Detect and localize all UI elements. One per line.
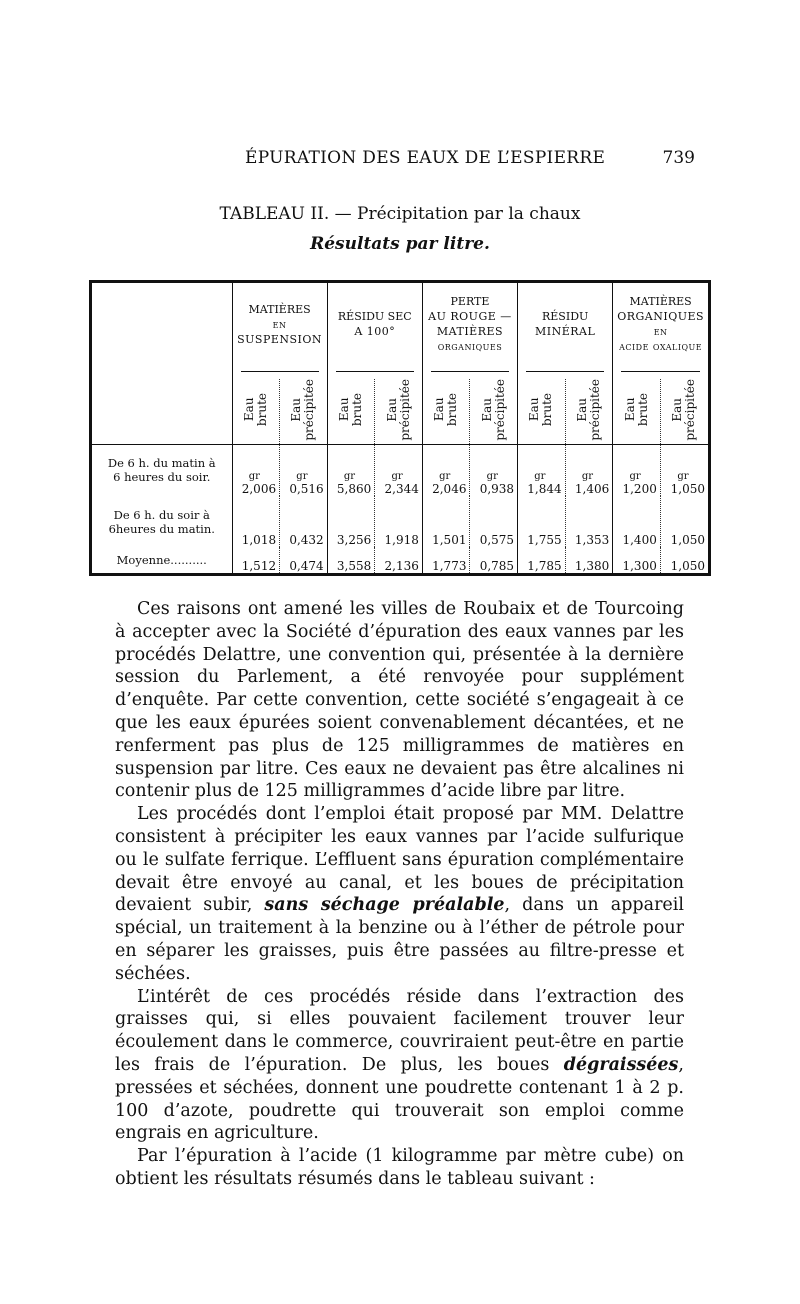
column-group-line: acide oxalique: [619, 340, 703, 353]
unit-label: gr: [581, 471, 594, 483]
sub-column-label: Eau précipitée: [289, 379, 317, 441]
cell-value: 0,938: [479, 482, 515, 497]
page-number: 739: [662, 148, 695, 168]
cell-value: 1,380: [574, 559, 610, 573]
cell-value: 1,773: [432, 559, 467, 573]
column-group-line: RÉSIDU SEC: [337, 310, 412, 323]
table-cell: [613, 496, 661, 547]
column-group-line: en: [272, 317, 287, 331]
sub-column-label: Eau brute: [622, 393, 650, 427]
cell-value: 3,558: [336, 559, 372, 573]
sub-column-header: [280, 379, 328, 444]
table-cell: [470, 547, 518, 573]
row-label-line: 6heures du matin.: [108, 521, 215, 536]
cell-value: 2,006: [241, 482, 277, 497]
sub-column-header: [613, 379, 661, 444]
paragraph-text: Par l’épuration à l’acide (1 kilogramme par mètre cube) on obtient les résultats résumés dans le tableau suivant :: [115, 1146, 684, 1189]
sub-column-label: Eau précipitée: [670, 379, 698, 441]
cell-value: 1,844: [527, 482, 562, 497]
paragraph: [115, 598, 684, 803]
sub-column-header: [327, 379, 375, 444]
row-label: [92, 547, 232, 573]
cell-value: 1,400: [622, 533, 657, 548]
sub-column-header: [232, 379, 280, 444]
column-group-line: MINÉRAL: [535, 325, 596, 338]
sub-column-label: Eau précipitée: [384, 379, 412, 441]
column-group-line: RÉSIDU: [542, 310, 589, 323]
sub-column-label: Eau brute: [527, 393, 555, 427]
cell-value: 1,918: [384, 533, 419, 548]
unit-label: gr: [534, 471, 546, 483]
unit-label: gr: [248, 471, 260, 483]
table-subtitle: Résultats par litre.: [310, 234, 490, 254]
paragraph-text: Ces raisons ont amené les villes de Roubaix et de Tourcoing à accepter avec la Société d’épuration des eaux vannes par les procédés Delattre, une convention qui, présentée à la dernière session du Parlement, a été renvoyée pour supplément d’enquête. Par cette convention, cette société s’engageait à ce que les eaux épurées soient convenablement décantées, et ne renferment pas plus de 125 milligrammes de matières en suspension par litre. Ces eaux ne devaient pas être alcalines ni contenir plus de 125 milligrammes d’acide libre par litre.: [115, 599, 684, 802]
results-grid: [92, 283, 708, 573]
unit-label: gr: [391, 471, 403, 483]
column-group-header: [613, 283, 708, 365]
sub-column-label: Eau brute: [432, 393, 460, 427]
cell-value: 0,785: [479, 559, 515, 573]
column-group-line: MATIÈRES: [248, 302, 311, 316]
cell-value: 0,432: [289, 533, 324, 548]
cell-value: 2,136: [384, 559, 419, 573]
row-label-line: Moyenne..........: [116, 553, 207, 568]
column-group-line: PERTE: [450, 295, 490, 308]
table-title: TABLEAU II. — Précipitation par la chaux: [219, 204, 581, 224]
table-cell: [232, 444, 280, 496]
column-group-header: [327, 283, 422, 365]
brace: [518, 365, 613, 379]
table-cell: [470, 496, 518, 547]
paragraph: [115, 986, 684, 1146]
emphasis: sans séchage préalable: [264, 895, 505, 916]
table-cell: [660, 547, 708, 573]
unit-label: gr: [629, 471, 641, 483]
unit-label: gr: [343, 471, 356, 483]
cell-value: 1,353: [574, 533, 610, 548]
table-cell: [613, 444, 661, 496]
unit-label: gr: [439, 471, 451, 483]
table-cell: [518, 444, 566, 496]
cell-value: 1,050: [670, 482, 705, 497]
column-group-line: ORGANIQUES en: [617, 310, 705, 338]
column-group-header: [232, 283, 327, 365]
table-cell: [660, 444, 708, 496]
table-cell: [232, 496, 280, 547]
sub-column-header: [565, 379, 613, 444]
table-cell: [327, 496, 375, 547]
table-cell: [613, 547, 661, 573]
sub-column-label: Eau précipitée: [574, 379, 602, 441]
table-cell: [422, 547, 470, 573]
table-cell: [660, 496, 708, 547]
cell-value: 5,860: [336, 482, 372, 497]
emphasis: dégraissées: [563, 1054, 679, 1075]
sub-column-header: [518, 379, 566, 444]
paragraph-text: , dans un appareil spécial, un traitement à la benzine ou à l’éther de pétrole pour en séparer les graisses, puis être passées au filtre-presse et séchées.: [115, 895, 684, 984]
cell-value: 0,575: [479, 533, 515, 548]
column-group-line: A 100°: [354, 325, 396, 338]
cell-value: 2,344: [384, 482, 419, 497]
column-group-line: SUSPENSION: [237, 332, 323, 346]
cell-value: 0,516: [289, 482, 324, 497]
column-group-line: MATIÈRES: [629, 295, 692, 308]
sub-column-header: [375, 379, 423, 444]
cell-value: 1,050: [670, 559, 705, 573]
table-row: [92, 444, 708, 496]
brace: [422, 365, 517, 379]
table-cell: [232, 547, 280, 573]
running-head-title: ÉPURATION DES EAUX DE L’ESPIERRE: [245, 148, 606, 168]
paragraph-text: L’intérêt de ces procédés réside dans l’extraction des graisses qui, si elles pouvaient facilement trouver leur écoulement dans le commerce, couvriraient peut-être en partie les frais de l’épuration. De plus, les boues: [115, 986, 684, 1075]
sub-column-header: [470, 379, 518, 444]
cell-value: 1,406: [574, 482, 610, 497]
row-label: [92, 496, 232, 547]
table-cell: [422, 496, 470, 547]
table-row: [92, 496, 708, 547]
row-label: [92, 444, 232, 496]
table-cell: [565, 496, 613, 547]
table-cell: [422, 444, 470, 496]
results-table: [89, 280, 711, 576]
table-cell: [518, 547, 566, 573]
brace: [613, 365, 708, 379]
cell-value: 1,785: [527, 559, 562, 573]
cell-value: 1,755: [527, 533, 562, 548]
column-group-line: AU ROUGE — MATIÈRES: [428, 310, 512, 338]
table-cell: [518, 496, 566, 547]
cell-value: 1,050: [670, 533, 705, 548]
table-cell: [280, 496, 328, 547]
cell-value: 1,512: [241, 559, 277, 573]
cell-value: 1,300: [622, 559, 657, 573]
table-cell: [327, 444, 375, 496]
cell-value: 3,256: [336, 533, 372, 548]
cell-value: 1,018: [241, 533, 277, 548]
paragraph-text: Les procédés dont l’emploi était proposé par MM. Delattre consistent à précipiter les eaux vannes par l’acide sulfurique ou le sulfate ferrique. L’effluent sans épuration complémentaire devait être envoyé au canal, et les boues de précipitation devaient subir,: [115, 804, 684, 916]
table-cell: [280, 547, 328, 573]
table-cell: [280, 444, 328, 496]
sub-column-label: Eau brute: [336, 393, 364, 427]
unit-label: gr: [296, 471, 308, 483]
table-cell: [565, 444, 613, 496]
table-row: [92, 547, 708, 573]
row-label-line: De 6 h. du soir à: [113, 507, 210, 522]
sub-column-label: Eau précipitée: [479, 379, 507, 441]
cell-value: 0,474: [289, 559, 324, 573]
row-label-line: De 6 h. du matin à: [107, 456, 216, 471]
sub-column-header: [660, 379, 708, 444]
table-cell: [375, 496, 423, 547]
header-group-row: [92, 283, 708, 365]
paragraph: [115, 1145, 684, 1191]
column-group-header: [518, 283, 613, 365]
table-cell: [327, 547, 375, 573]
cell-value: 1,200: [622, 482, 657, 497]
sub-column-label: Eau brute: [241, 393, 269, 427]
paragraph-text: , pressées et séchées, donnent une poudrette contenant 1 à 2 p. 100 d’azote, poudrette qui trouverait son emploi comme engrais en agriculture.: [115, 1054, 684, 1144]
row-label-line: 6 heures du soir.: [113, 470, 211, 485]
unit-label: gr: [677, 471, 689, 483]
body-text: [115, 598, 684, 1191]
table-cell: [470, 444, 518, 496]
table-cell: [375, 444, 423, 496]
column-group-header: [422, 283, 517, 365]
table-cell: [375, 547, 423, 573]
unit-label: gr: [486, 471, 498, 483]
running-head: [0, 148, 800, 172]
cell-value: 2,046: [432, 482, 467, 497]
row-label-header: [92, 283, 232, 444]
table-cell: [565, 547, 613, 573]
paragraph: [115, 803, 684, 985]
brace: [327, 365, 422, 379]
brace: [232, 365, 327, 379]
column-group-line: organiques: [437, 340, 503, 353]
cell-value: 1,501: [432, 533, 467, 548]
sub-column-header: [422, 379, 470, 444]
